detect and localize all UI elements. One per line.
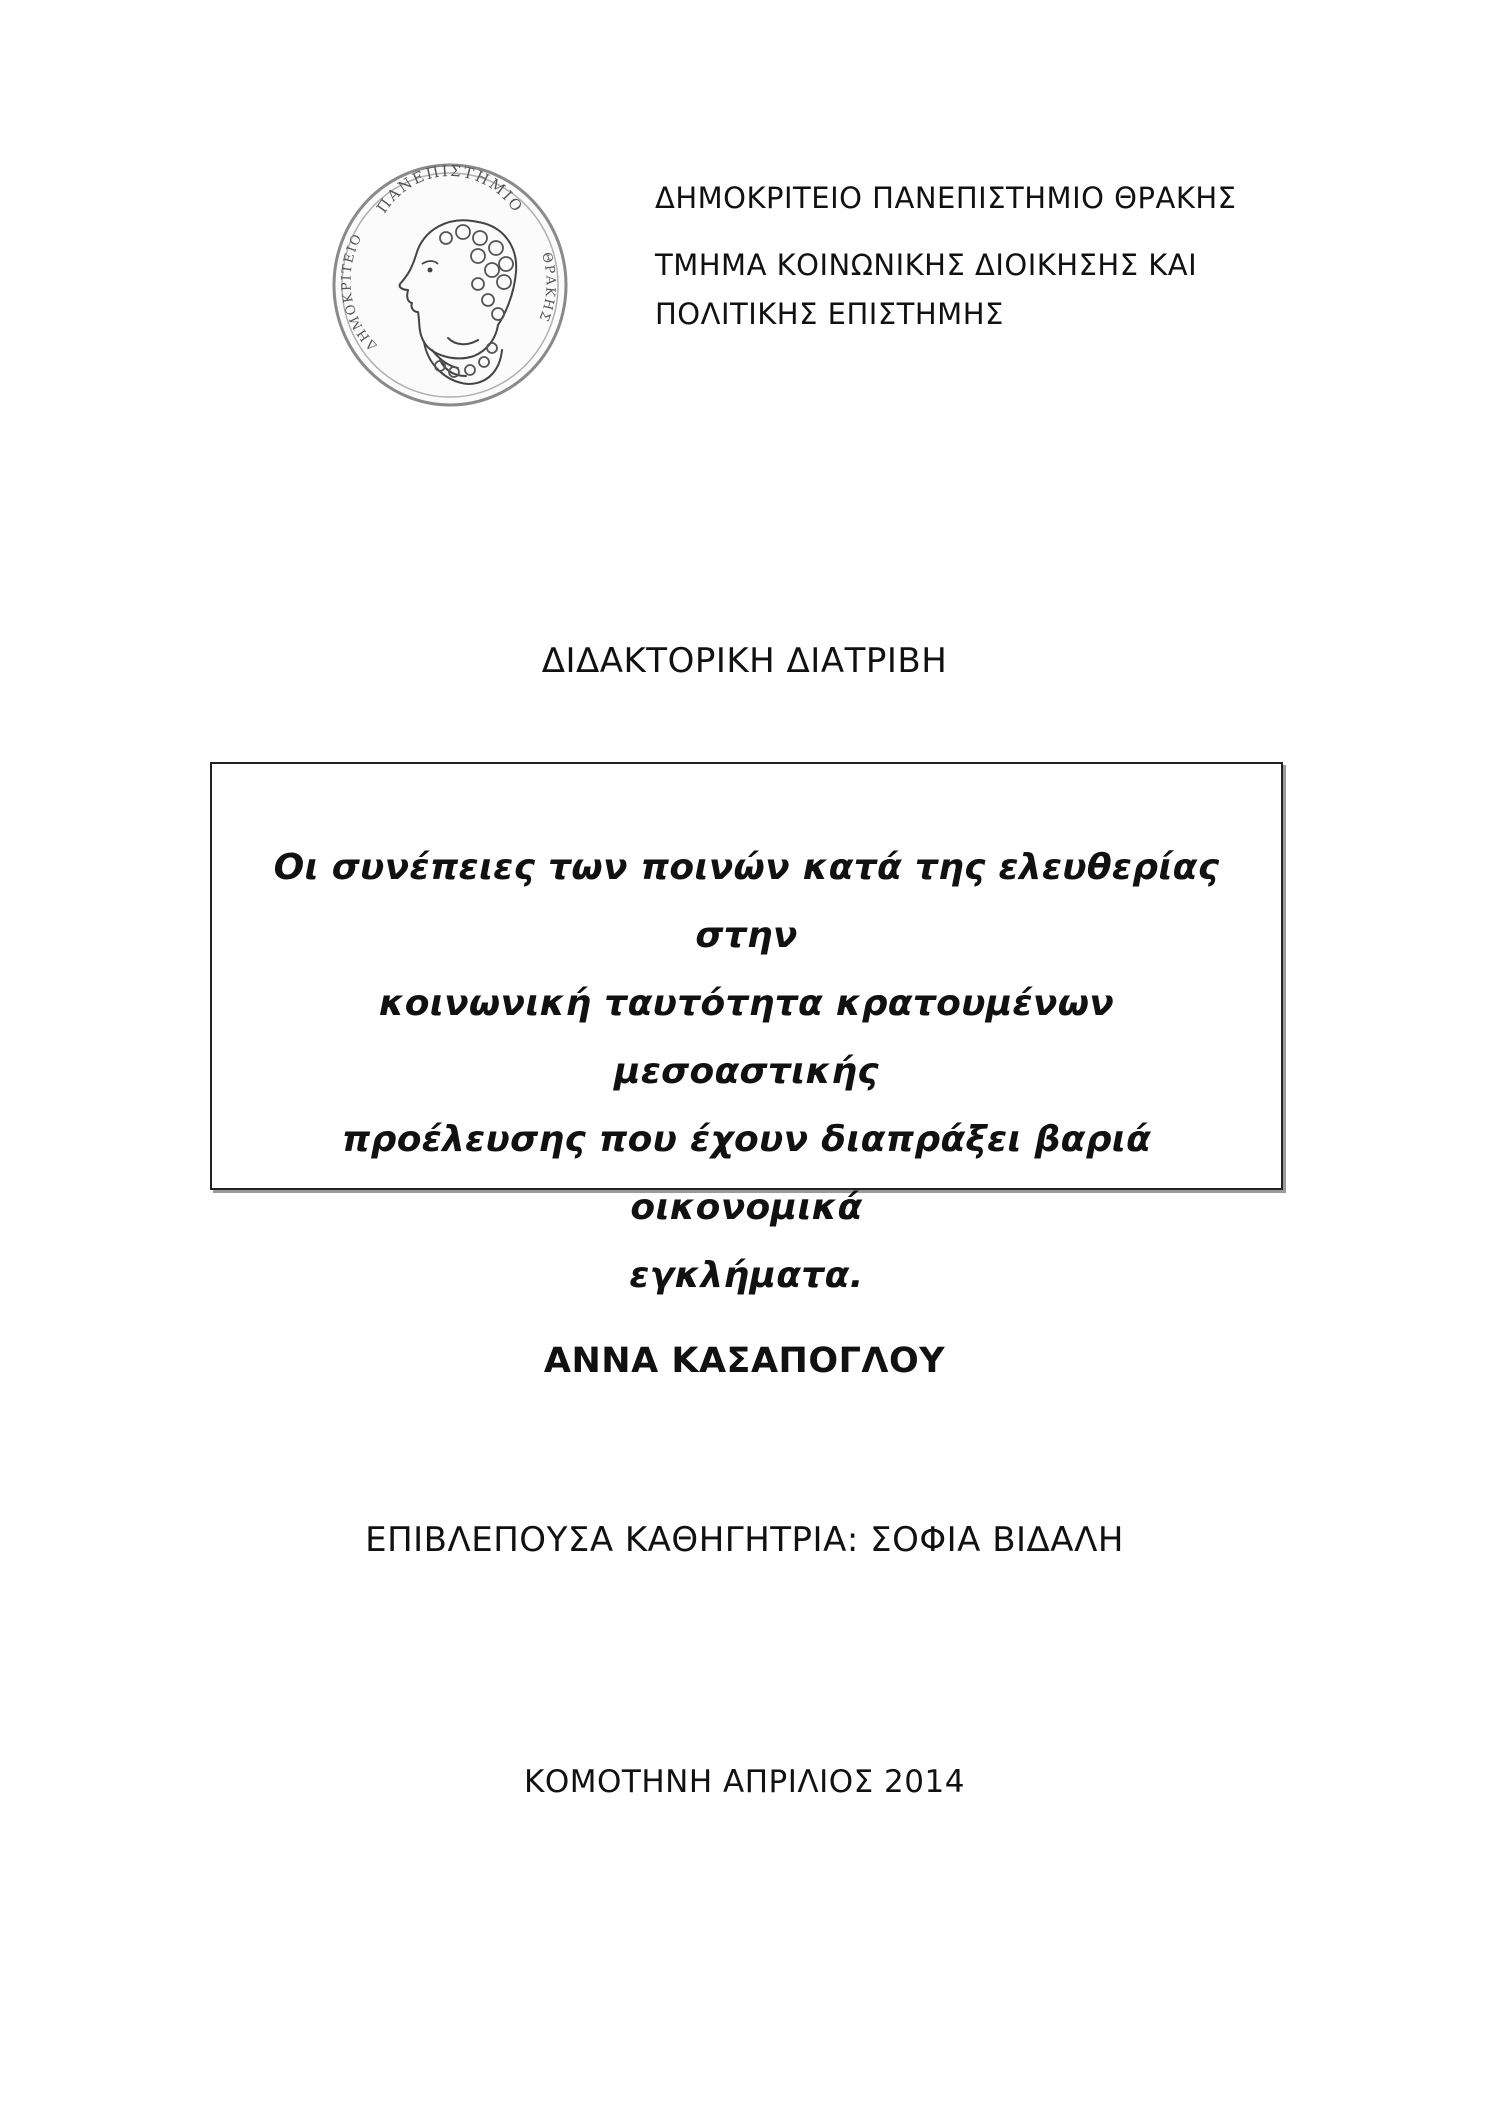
department-name-line-2: ΠΟΛΙΤΙΚΗΣ ΕΠΙΣΤΗΜΗΣ xyxy=(655,297,1004,331)
thesis-title-box xyxy=(210,762,1283,1296)
supervisor-line: ΕΠΙΒΛΕΠΟΥΣΑ ΚΑΘΗΓΗΤΡΙΑ: ΣΟΦΙΑ ΒΙΔΑΛΗ xyxy=(365,1520,1124,1560)
seal-text-top: ΠΑΝΕΠΙΣΤΗΜΙΟ xyxy=(372,161,528,217)
seal-text-left: ΔΗΜΟΚΡΙΤΕΙΟ xyxy=(339,230,381,354)
university-seal-logo xyxy=(328,160,573,410)
thesis-title-line: προέλευσης που έχουν διαπράξει βαριά οικονομικά xyxy=(341,1119,1152,1228)
university-name: ΔΗΜΟΚΡΙΤΕΙΟ ΠΑΝΕΠΙΣΤΗΜΙΟ ΘΡΑΚΗΣ xyxy=(655,181,1237,215)
thesis-title-line: εγκλήματα. xyxy=(629,1255,864,1296)
thesis-title-line: κοινωνική ταυτότητα κρατουμένων μεσοαστικής xyxy=(378,983,1115,1092)
thesis-title xyxy=(252,834,1241,1310)
institution-header xyxy=(655,178,1355,334)
seal-text-right: ΘΡΑΚΗΣ xyxy=(535,250,558,325)
department-name-line-1: ΤΜΗΜΑ ΚΟΙΝΩΝΙΚΗΣ ΔΙΟΙΚΗΣΗΣ ΚΑΙ xyxy=(655,248,1198,282)
document-type: ΔΙΔΑΚΤΟΡΙΚΗ ΔΙΑΤΡΙΒΗ xyxy=(541,641,948,681)
place-and-date: ΚΟΜΟΤΗΝΗ ΑΠΡΙΛΙΟΣ 2014 xyxy=(524,1764,965,1800)
author-name: ΑΝΝΑ ΚΑΣΑΠΟΓΛΟΥ xyxy=(543,1341,946,1381)
thesis-title-line: Οι συνέπειες των ποινών κατά της ελευθερίας στην xyxy=(273,847,1220,956)
